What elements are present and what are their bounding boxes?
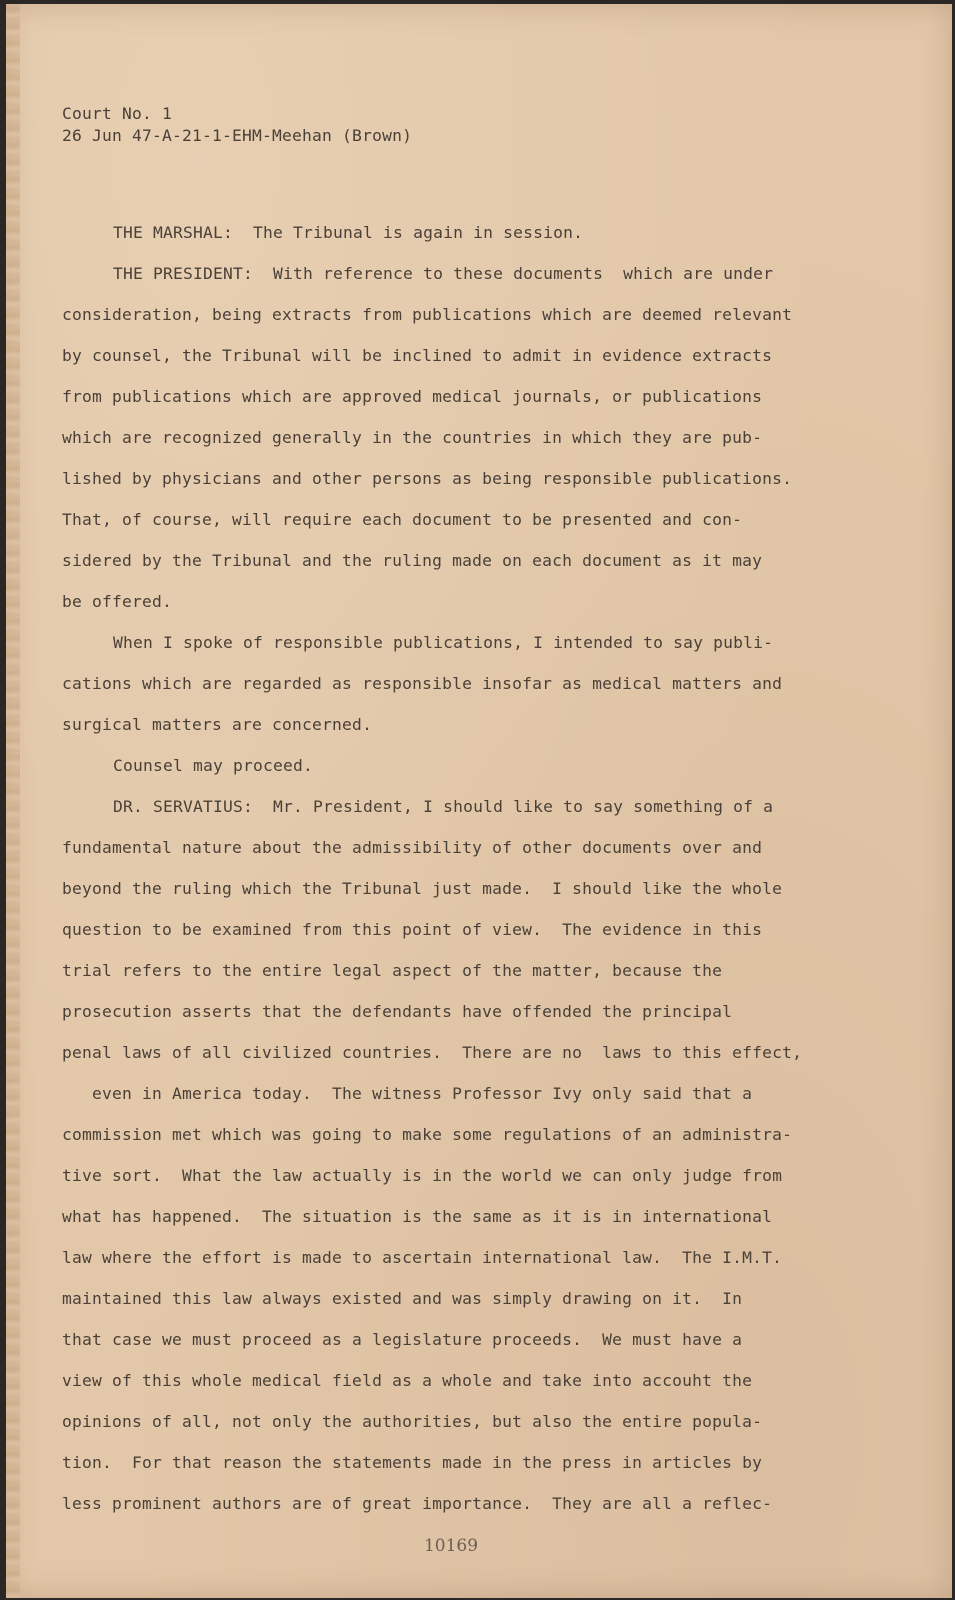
transcript-line: that case we must proceed as a legislature proceeds. We must have a bbox=[62, 1330, 743, 1349]
transcript-line: tive sort. What the law actually is in the world we can only judge from bbox=[62, 1166, 783, 1185]
transcript-line: fundamental nature about the admissibility of other documents over and bbox=[62, 838, 763, 857]
document-page bbox=[6, 4, 952, 1598]
torn-left-edge bbox=[6, 4, 20, 1598]
transcript-line: from publications which are approved medical journals, or publications bbox=[62, 387, 763, 406]
transcript-line: which are recognized generally in the countries in which they are pub- bbox=[62, 428, 763, 447]
transcript-line: less prominent authors are of great importance. They are all a reflec- bbox=[62, 1494, 773, 1513]
transcript-line: lished by physicians and other persons as being responsible publications. bbox=[62, 469, 793, 488]
transcript-line: When I spoke of responsible publications, I intended to say publi- bbox=[113, 633, 774, 652]
transcript-line: cations which are regarded as responsible insofar as medical matters and bbox=[62, 674, 783, 693]
transcript-line: penal laws of all civilized countries. There are no laws to this effect, bbox=[62, 1043, 803, 1062]
transcript-line: beyond the ruling which the Tribunal just made. I should like the whole bbox=[62, 879, 783, 898]
transcript-body bbox=[62, 222, 822, 1534]
transcript-line: maintained this law always existed and was simply drawing on it. In bbox=[62, 1289, 743, 1308]
transcript-line: what has happened. The situation is the same as it is in international bbox=[62, 1207, 773, 1226]
document-header bbox=[62, 103, 412, 147]
transcript-line: DR. SERVATIUS: Mr. President, I should like to say something of a bbox=[113, 797, 774, 816]
transcript-line: surgical matters are concerned. bbox=[62, 715, 373, 734]
transcript-line: commission met which was going to make some regulations of an administra- bbox=[62, 1125, 793, 1144]
transcript-line: THE PRESIDENT: With reference to these documents which are under bbox=[113, 264, 774, 283]
transcript-line: tion. For that reason the statements made in the press in articles by bbox=[62, 1453, 763, 1472]
transcript-line: Counsel may proceed. bbox=[113, 756, 314, 775]
page-number: 10169 bbox=[423, 1536, 479, 1556]
transcript-line: even in America today. The witness Professor Ivy only said that a bbox=[62, 1084, 753, 1103]
session-reference: 26 Jun 47-A-21-1-EHM-Meehan (Brown) bbox=[62, 126, 413, 145]
transcript-line: law where the effort is made to ascertain international law. The I.M.T. bbox=[62, 1248, 783, 1267]
transcript-line: consideration, being extracts from publications which are deemed relevant bbox=[62, 305, 793, 324]
transcript-line: That, of course, will require each document to be presented and con- bbox=[62, 510, 743, 529]
transcript-line: be offered. bbox=[62, 592, 173, 611]
transcript-line: view of this whole medical field as a whole and take into accouht the bbox=[62, 1371, 753, 1390]
transcript-line: trial refers to the entire legal aspect of the matter, because the bbox=[62, 961, 723, 980]
transcript-line: THE MARSHAL: The Tribunal is again in session. bbox=[113, 223, 584, 242]
court-number: Court No. 1 bbox=[62, 104, 173, 123]
transcript-line: question to be examined from this point of view. The evidence in this bbox=[62, 920, 763, 939]
transcript-line: by counsel, the Tribunal will be inclined to admit in evidence extracts bbox=[62, 346, 773, 365]
transcript-line: prosecution asserts that the defendants have offended the principal bbox=[62, 1002, 733, 1021]
transcript-line: sidered by the Tribunal and the ruling made on each document as it may bbox=[62, 551, 763, 570]
transcript-line: opinions of all, not only the authorities, but also the entire popula- bbox=[62, 1412, 763, 1431]
